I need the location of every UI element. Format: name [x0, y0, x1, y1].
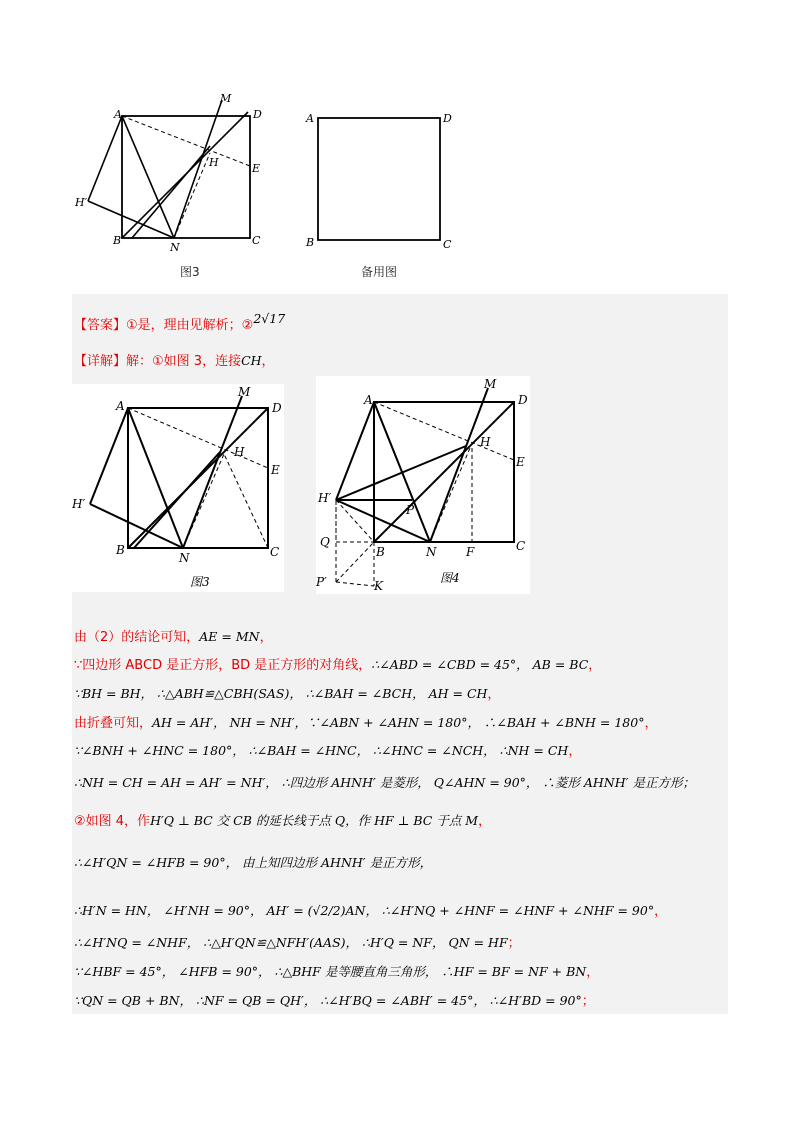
proof-line-9: [74, 902, 667, 921]
label-a: A: [116, 399, 125, 413]
label-h: H: [234, 445, 245, 459]
label-n: N: [170, 241, 180, 254]
figure-3-caption: 图3: [180, 265, 200, 279]
label-c: C: [516, 539, 526, 553]
label-pprime: P′: [316, 575, 327, 589]
proof-math: ∵∠HBF = 45°， ∠HFB = 90°， ∴△BHF 是等腰直角三角形， ∴HF = BF = NF + BN: [74, 964, 587, 979]
proof-math: ∵∠BNH + ∠HNC = 180°， ∴∠BAH = ∠HNC， ∴∠HNC = ∠NCH， ∴NH = CH: [74, 743, 569, 758]
figure-spare-caption: 备用图: [361, 265, 398, 279]
figure-spare: [300, 100, 460, 260]
label-h: H: [209, 156, 219, 169]
label-a: A: [114, 108, 122, 121]
proof-line-1: [74, 628, 273, 647]
label-e: E: [252, 162, 261, 175]
label-d: D: [272, 401, 282, 415]
figure-4: [316, 376, 530, 594]
label-e: E: [516, 455, 525, 469]
detail-line: [74, 352, 275, 371]
label-f: F: [466, 545, 475, 559]
label-d: D: [443, 112, 452, 125]
label-hprime: H′: [72, 497, 86, 511]
figure-4-caption: 图4: [440, 571, 460, 585]
label-e: E: [271, 463, 280, 477]
label-b: B: [306, 236, 315, 249]
proof-math: ∴H′N = HN， ∠H′NH = 90°， AH′ = (√2/2)AN， ∴∠H′NQ + ∠HNF = ∠HNF + ∠NHF = 90°: [74, 903, 655, 918]
proof-tail: ，: [487, 687, 501, 702]
figure-3-mid: [72, 384, 284, 592]
proof-tail: ，: [259, 630, 273, 645]
label-c: C: [270, 545, 280, 559]
proof-math: AE = MN: [199, 629, 260, 644]
proof-line-12: [74, 992, 595, 1011]
label-m: M: [484, 377, 497, 391]
label-q: Q: [320, 535, 330, 549]
proof-tail: ；: [581, 994, 595, 1009]
proof-tail: ，: [478, 814, 492, 829]
proof-line-2: [74, 656, 601, 675]
proof-line-3: [74, 685, 500, 704]
detail-label: 【详解】: [74, 354, 127, 369]
proof-math: H′Q ⊥ BC 交 CB 的延长线于点 Q，作 HF ⊥ BC 于点 M: [150, 813, 479, 828]
proof-math: ∵QN = QB + BN， ∴NF = QB = QH′， ∴∠H′BQ = ∠ABH′ = 45°， ∴∠H′BD = 90°: [74, 993, 582, 1008]
label-b: B: [376, 545, 385, 559]
proof-line-6: [74, 774, 695, 793]
label-a: A: [364, 393, 373, 407]
proof-math: ∴NH = CH = AH = AH′ = NH′， ∴四边形 AHNH′ 是菱形， Q∠AHN = 90°， ∴菱形 AHNH′ 是正方形；: [74, 775, 695, 790]
proof-text: 由折叠可知，: [74, 716, 153, 731]
proof-tail: ，: [588, 658, 602, 673]
proof-tail: ，: [654, 904, 668, 919]
proof-text: ∵四边形 ABCD 是正方形，BD 是正方形的对角线，: [74, 658, 372, 673]
answer-line: [74, 311, 286, 335]
label-k: K: [374, 579, 383, 593]
proof-line-8: [74, 854, 432, 873]
label-c: C: [252, 234, 261, 247]
proof-line-5: [74, 742, 581, 761]
label-b: B: [113, 234, 122, 247]
proof-math: ∴∠H′NQ = ∠NHF， ∴△H′QN≌△NFH′(AAS)， ∴H′Q = NF， QN = HF: [74, 935, 508, 950]
proof-math: ∴∠H′QN = ∠HFB = 90°， 由上知四边形 AHNH′ 是正方形，: [74, 855, 433, 870]
proof-text: 由（2）的结论可知，: [74, 630, 200, 645]
answer-label: 【答案】: [74, 318, 127, 333]
proof-math: ∵BH = BH， ∴△ABH≌△CBH(SAS)， ∴∠BAH = ∠BCH， AH = CH: [74, 686, 488, 701]
label-hprime: H′: [75, 196, 88, 209]
label-n: N: [426, 545, 437, 559]
label-h: H: [480, 435, 491, 449]
label-b: B: [116, 543, 125, 557]
proof-math: ∴∠ABD = ∠CBD = 45°， AB = BC: [371, 657, 589, 672]
detail-math: CH: [241, 353, 262, 368]
proof-line-11: [74, 963, 599, 982]
proof-math: AH = AH′， NH = NH′，∵∠ABN + ∠AHN = 180°， ∴∠BAH + ∠BNH = 180°: [152, 715, 645, 730]
proof-tail: ，: [586, 965, 600, 980]
label-a: A: [306, 112, 314, 125]
label-p: P: [406, 503, 415, 517]
label-hprime: H′: [318, 491, 332, 505]
figure-3-mid-caption: 图3: [190, 575, 210, 589]
label-m: M: [238, 385, 251, 399]
proof-tail: ，: [568, 744, 582, 759]
figure-3-top: [70, 88, 280, 258]
proof-text: ②如图 4，作: [74, 814, 151, 829]
answer-value: 2√17: [253, 311, 286, 326]
label-d: D: [518, 393, 528, 407]
detail-tail: ，: [261, 354, 275, 369]
label-d: D: [253, 108, 262, 121]
proof-line-4: [74, 714, 657, 733]
proof-line-7: [74, 812, 491, 831]
label-c: C: [443, 238, 452, 251]
label-n: N: [179, 551, 190, 565]
proof-tail: ，: [644, 716, 658, 731]
answer-text: ①是，理由见解析；②: [126, 318, 254, 333]
proof-line-10: [74, 934, 521, 953]
detail-text: 解：①如图 3，连接: [126, 354, 242, 369]
label-m: M: [220, 92, 232, 105]
proof-tail: ；: [507, 936, 521, 951]
